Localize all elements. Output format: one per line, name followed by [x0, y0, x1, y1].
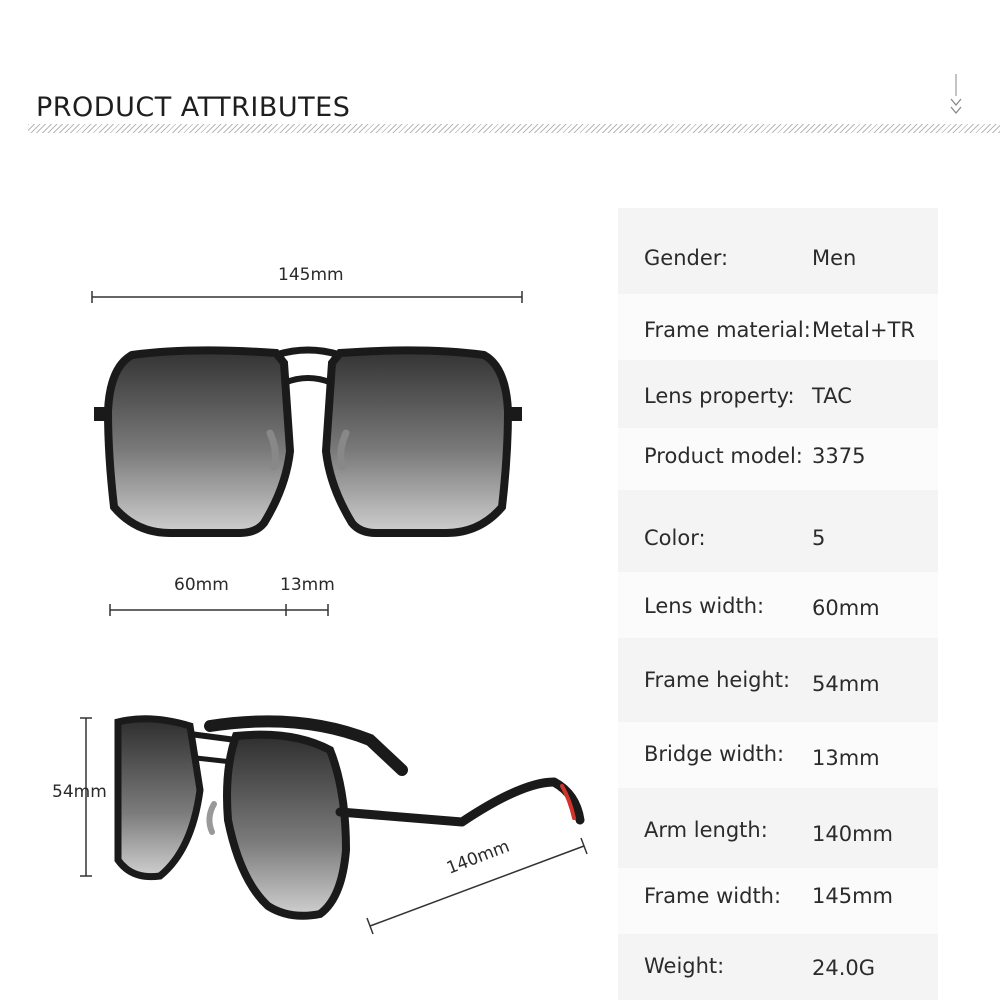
spec-row-arm-length — [618, 788, 938, 868]
spec-value: Men — [812, 246, 857, 270]
spec-label: Arm length: — [644, 818, 768, 842]
spec-label: Frame width: — [644, 884, 782, 908]
spec-label: Color: — [644, 526, 706, 550]
sunglasses-front-drawing — [80, 255, 540, 625]
spec-row-lens-property — [618, 360, 938, 428]
sunglasses-side-drawing — [40, 700, 600, 940]
spec-row-product-model — [618, 428, 938, 490]
lens-width-label: 60mm — [174, 575, 229, 595]
spec-value: 3375 — [812, 444, 866, 468]
arm-length-label: 140mm — [444, 836, 513, 879]
front-view-illustration — [80, 255, 540, 625]
left-lens — [108, 350, 290, 533]
page-title: PRODUCT ATTRIBUTES — [36, 92, 351, 123]
spec-label: Lens width: — [644, 594, 765, 618]
spec-value: 145mm — [812, 884, 893, 908]
spec-value: 24.0G — [812, 956, 876, 980]
spec-label: Lens property: — [644, 384, 795, 408]
spec-value: TAC — [812, 384, 852, 408]
spec-row-frame-height — [618, 638, 938, 722]
spec-value: 140mm — [812, 822, 893, 846]
header-divider — [28, 124, 1000, 133]
bridge-width-label: 13mm — [280, 575, 335, 595]
spec-row-frame-width — [618, 868, 938, 934]
near-lens — [227, 735, 346, 916]
total-width-label: 145mm — [278, 265, 344, 285]
spec-row-weight — [618, 934, 938, 1000]
spec-row-color — [618, 490, 938, 572]
spec-label: Frame material: — [644, 318, 811, 342]
double-chevron-down-icon — [944, 72, 968, 120]
spec-label: Gender: — [644, 246, 729, 270]
spec-row-gender — [618, 208, 938, 294]
spec-label: Product model: — [644, 444, 803, 468]
spec-row-bridge-width — [618, 722, 938, 788]
spec-value: 60mm — [812, 596, 880, 620]
spec-value: Metal+TR — [812, 318, 915, 342]
spec-table — [618, 208, 938, 1000]
spec-label: Bridge width: — [644, 742, 785, 766]
frame-height-label: 54mm — [52, 782, 107, 802]
side-view-illustration — [40, 700, 600, 940]
spec-label: Weight: — [644, 954, 725, 978]
spec-row-frame-material — [618, 294, 938, 360]
right-lens — [326, 350, 508, 533]
spec-label: Frame height: — [644, 668, 791, 692]
spec-value: 54mm — [812, 672, 880, 696]
spec-row-lens-width — [618, 572, 938, 638]
spec-value: 13mm — [812, 746, 880, 770]
spec-value: 5 — [812, 526, 826, 550]
